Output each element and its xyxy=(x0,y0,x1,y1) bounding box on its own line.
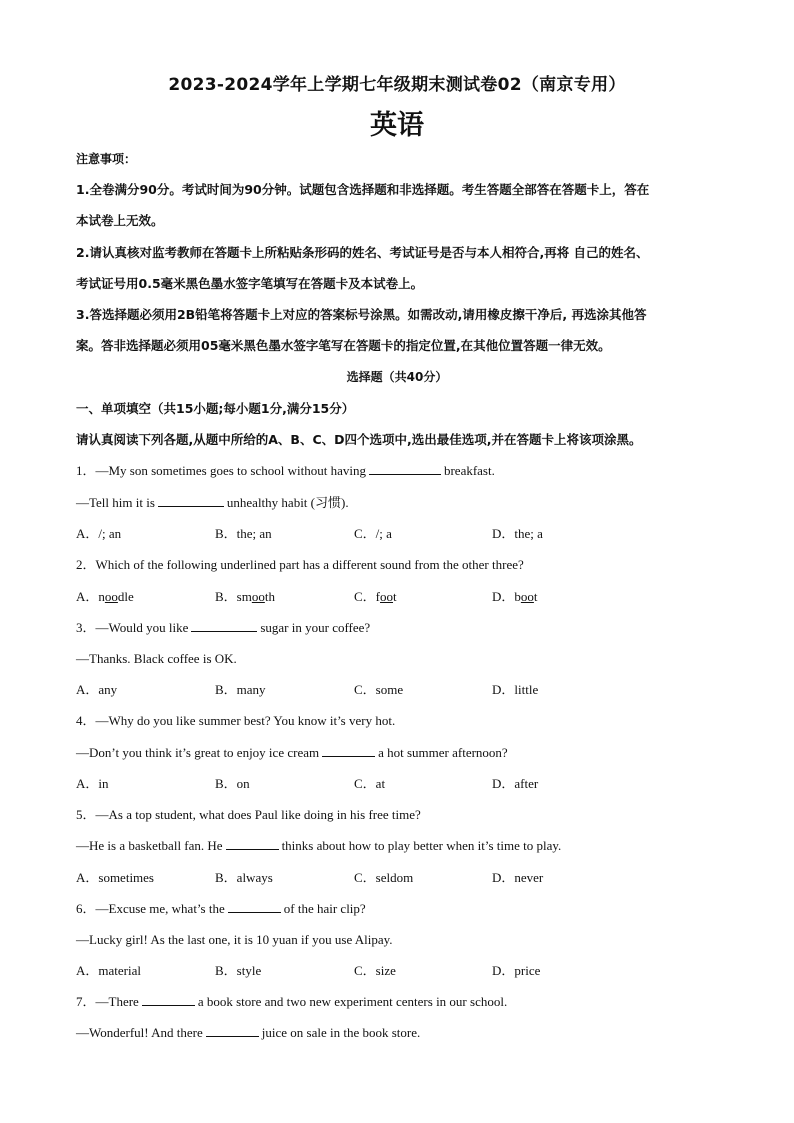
q4-option-c: C．at xyxy=(354,776,386,791)
q2-b-post: th xyxy=(264,589,275,604)
section-heading: 一、单项填空（共15小题;每小题1分,满分15分） xyxy=(76,401,355,416)
q4-reply-a: —Don’t you think it’s great to enjoy ice cream xyxy=(76,745,320,760)
exam-title: 2023-2024学年上学期七年级期末测试卷02（南京专用） xyxy=(168,75,626,95)
q4-option-d: D．after xyxy=(492,776,539,791)
question-1-reply xyxy=(76,494,726,512)
q6-blank xyxy=(228,900,281,913)
q7-text-a: 7．—There xyxy=(76,994,139,1009)
q3-option-c: C．some xyxy=(354,682,404,697)
q3-option-b: B．many xyxy=(215,682,266,697)
q1-option-a: A．/; an xyxy=(76,526,122,541)
question-1-options xyxy=(76,525,726,543)
q1-blank-1 xyxy=(369,462,441,475)
question-5-reply xyxy=(76,837,726,855)
q6-option-c: C．size xyxy=(354,963,396,978)
q1-reply-b: unhealthy habit (习惯). xyxy=(226,495,349,510)
part-title: 选择题（共40分） xyxy=(346,370,448,384)
question-4-stem: 4．—Why do you like summer best? You know it’s very hot. xyxy=(76,713,396,728)
q7-blank-1 xyxy=(142,993,195,1006)
note-1-line-2: 本试卷上无效。 xyxy=(76,213,164,228)
q6-option-d: D．price xyxy=(492,963,541,978)
question-4-reply xyxy=(76,744,726,762)
q1-option-d: D．the; a xyxy=(492,526,543,541)
note-3-line-2: 案。答非选择题必须用05毫米黑色墨水签字笔写在答题卡的指定位置,在其他位置答题一律无效。 xyxy=(76,338,611,353)
q2-option-d xyxy=(492,588,538,606)
question-1-stem xyxy=(76,462,726,480)
q1-option-c: C．/; a xyxy=(354,526,392,541)
note-2-line-2: 考试证号用0.5毫米黑色墨水签字笔填写在答题卡及本试卷上。 xyxy=(76,276,424,291)
q2-a-post: dle xyxy=(117,589,134,604)
q5-option-c: C．seldom xyxy=(354,870,414,885)
q2-option-a xyxy=(76,588,134,606)
q7-reply-a: —Wonderful! And there xyxy=(76,1025,203,1040)
q4-blank xyxy=(322,744,375,757)
q2-b-underlined: oo xyxy=(251,589,265,604)
q3-option-d: D．little xyxy=(492,682,539,697)
section-instruction: 请认真阅读下列各题,从题中所给的A、B、C、D四个选项中,选出最佳选项,并在答题卡上将该项涂黑。 xyxy=(76,432,642,447)
q2-a-underlined: oo xyxy=(104,589,118,604)
q1-text-a: 1．—My son sometimes goes to school without having xyxy=(76,463,366,478)
q5-reply-b: thinks about how to play better when it’s time to play. xyxy=(281,838,562,853)
q2-b-pre: B．sm xyxy=(215,589,252,604)
q4-option-a: A．in xyxy=(76,776,109,791)
q1-option-b: B．the; an xyxy=(215,526,272,541)
q2-c-underlined: oo xyxy=(380,589,394,604)
q2-c-pre: C．f xyxy=(354,589,381,604)
q6-text-a: 6．—Excuse me, what’s the xyxy=(76,901,225,916)
q5-blank xyxy=(226,837,279,850)
q5-option-a: A．sometimes xyxy=(76,870,154,885)
note-1-line-1: 1.全卷满分90分。考试时间为90分钟。试题包含选择题和非选择题。考生答题全部答在答题卡上，答在 xyxy=(76,182,650,197)
question-7-reply xyxy=(76,1024,726,1042)
question-6-stem xyxy=(76,900,726,918)
q5-reply-a: —He is a basketball fan. He xyxy=(76,838,223,853)
note-2-line-1: 2.请认真核对监考教师在答题卡上所粘贴条形码的姓名、考试证号是否与本人相符合,再将 自己的姓名、 xyxy=(76,245,649,260)
q7-reply-b: juice on sale in the book store. xyxy=(261,1025,421,1040)
q5-option-d: D．never xyxy=(492,870,544,885)
q7-blank-2 xyxy=(206,1024,259,1037)
q2-a-pre: A．n xyxy=(76,589,105,604)
q4-reply-b: a hot summer afternoon? xyxy=(378,745,508,760)
q4-option-b: B．on xyxy=(215,776,250,791)
question-7-stem xyxy=(76,993,726,1011)
q6-text-b: of the hair clip? xyxy=(283,901,366,916)
question-6-options xyxy=(76,962,726,980)
q2-option-c xyxy=(354,588,397,606)
q1-reply-a: —Tell him it is xyxy=(76,495,155,510)
q2-c-post: t xyxy=(393,589,397,604)
q6-option-b: B．style xyxy=(215,963,262,978)
q6-option-a: A．material xyxy=(76,963,141,978)
question-3-options xyxy=(76,681,726,699)
q3-blank xyxy=(191,619,257,632)
q7-text-b: a book store and two new experiment centers in our school. xyxy=(197,994,508,1009)
q2-d-post: t xyxy=(533,589,538,604)
q2-d-underlined: oo xyxy=(520,589,534,604)
question-2-options xyxy=(76,588,726,606)
question-2-stem: 2．Which of the following underlined part has a different sound from the other three? xyxy=(76,557,524,572)
question-3-reply: —Thanks. Black coffee is OK. xyxy=(76,651,237,666)
question-6-reply: —Lucky girl! As the last one, it is 10 yuan if you use Alipay. xyxy=(76,932,393,947)
q3-option-a: A．any xyxy=(76,682,118,697)
q2-d-pre: D．b xyxy=(492,589,521,604)
subject-title: 英语 xyxy=(370,110,424,141)
question-4-options xyxy=(76,775,726,793)
q2-option-b xyxy=(215,588,275,606)
q3-text-a: 3．—Would you like xyxy=(76,620,189,635)
q3-text-b: sugar in your coffee? xyxy=(260,620,371,635)
q1-blank-2 xyxy=(158,494,224,507)
q1-text-b: breakfast. xyxy=(443,463,495,478)
notes-label: 注意事项： xyxy=(76,152,137,166)
question-5-options xyxy=(76,869,726,887)
q5-option-b: B．always xyxy=(215,870,273,885)
note-3-line-1: 3.答选择题必须用2B铅笔将答题卡上对应的答案标号涂黑。如需改动,请用橡皮擦干净后, 再选涂其他答 xyxy=(76,307,647,322)
question-3-stem xyxy=(76,619,726,637)
question-5-stem: 5．—As a top student, what does Paul like doing in his free time? xyxy=(76,807,421,822)
